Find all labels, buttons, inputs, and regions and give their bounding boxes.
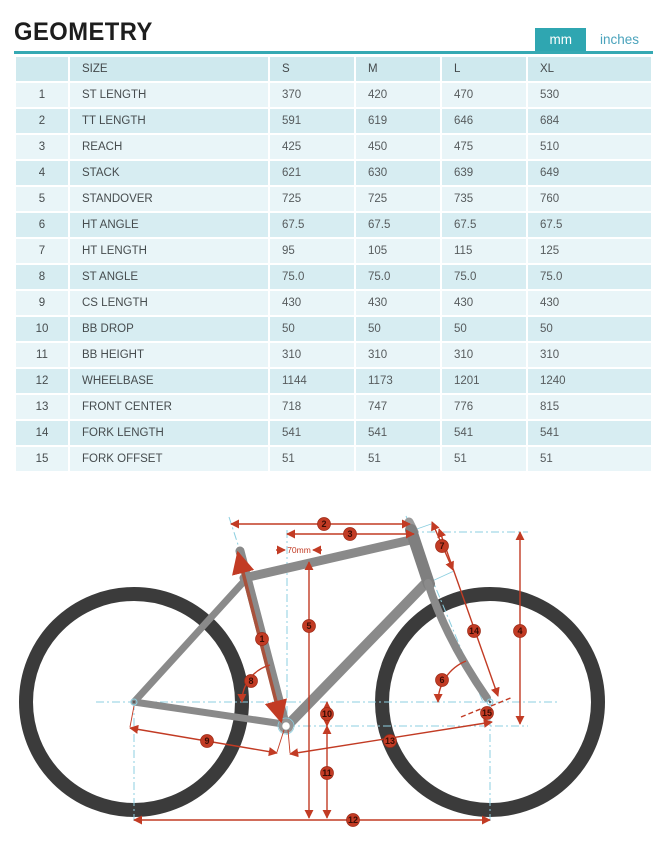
measure-label-cell: TT LENGTH [70, 109, 268, 133]
measure-value-cell: 815 [528, 395, 651, 419]
marker-number: 12 [347, 815, 359, 826]
row-index-cell: 12 [16, 369, 68, 393]
row-index-cell: 10 [16, 317, 68, 341]
measure-label-cell: STACK [70, 161, 268, 185]
measure-value-cell: 776 [442, 395, 526, 419]
measure-value-cell: 50 [442, 317, 526, 341]
spacer-note-label: 70mm [287, 545, 311, 555]
table-row [16, 395, 651, 419]
measure-value-cell: 619 [356, 109, 440, 133]
measure-value-cell: 125 [528, 239, 651, 263]
measure-value-cell: 95 [270, 239, 354, 263]
geometry-table [14, 55, 653, 473]
table-row [16, 369, 651, 393]
measure-value-cell: 510 [528, 135, 651, 159]
table-row [16, 187, 651, 211]
bike-diagram-svg [14, 479, 653, 852]
table-row [16, 447, 651, 471]
measure-value-cell: 725 [356, 187, 440, 211]
measure-value-cell: 430 [442, 291, 526, 315]
measure-label-cell: WHEELBASE [70, 369, 268, 393]
row-index-cell: 2 [16, 109, 68, 133]
dimension-marker-1 [256, 633, 269, 646]
table-row [16, 135, 651, 159]
measure-value-cell: 310 [442, 343, 526, 367]
down-tube [287, 584, 425, 726]
measure-label-cell: FRONT CENTER [70, 395, 268, 419]
col-header-xl: XL [528, 57, 651, 81]
bike-geometry-diagram [14, 479, 653, 857]
measure-value-cell: 75.0 [270, 265, 354, 289]
measure-value-cell: 541 [356, 421, 440, 445]
measure-value-cell: 310 [356, 343, 440, 367]
marker-number: 1 [259, 634, 265, 645]
col-header-s: S [270, 57, 354, 81]
dimension-marker-7 [436, 540, 449, 553]
measure-value-cell: 1144 [270, 369, 354, 393]
table-row [16, 291, 651, 315]
measure-label-cell: BB HEIGHT [70, 343, 268, 367]
table-row [16, 161, 651, 185]
measure-value-cell: 67.5 [270, 213, 354, 237]
measure-value-cell: 541 [442, 421, 526, 445]
marker-number: 4 [517, 626, 523, 637]
dimension-marker-3 [344, 528, 357, 541]
dimension-marker-11 [321, 767, 334, 780]
bottom-bracket [281, 721, 292, 732]
row-index-cell: 13 [16, 395, 68, 419]
measure-value-cell: 50 [528, 317, 651, 341]
marker-number: 5 [306, 621, 312, 632]
table-row [16, 265, 651, 289]
measure-value-cell: 591 [270, 109, 354, 133]
table-row [16, 317, 651, 341]
measure-label-cell: HT ANGLE [70, 213, 268, 237]
table-row [16, 83, 651, 107]
row-index-cell: 1 [16, 83, 68, 107]
measure-label-cell: ST ANGLE [70, 265, 268, 289]
row-index-cell: 4 [16, 161, 68, 185]
row-index-cell: 15 [16, 447, 68, 471]
top-tube [244, 539, 415, 578]
unit-toggle [535, 28, 653, 51]
measure-value-cell: 541 [270, 421, 354, 445]
table-row [16, 213, 651, 237]
dimension-marker-12 [347, 814, 360, 827]
page-title: GEOMETRY [14, 18, 153, 46]
measure-value-cell: 310 [528, 343, 651, 367]
chainstay-tube [134, 702, 283, 724]
measure-value-cell: 430 [528, 291, 651, 315]
tab-inches[interactable]: inches [586, 28, 653, 51]
measure-value-cell: 115 [442, 239, 526, 263]
measure-value-cell: 51 [356, 447, 440, 471]
measure-label-cell: ST LENGTH [70, 83, 268, 107]
measure-value-cell: 75.0 [356, 265, 440, 289]
dim-fork-offset-b [491, 697, 513, 706]
measure-value-cell: 450 [356, 135, 440, 159]
measure-value-cell: 75.0 [442, 265, 526, 289]
measure-label-cell: FORK OFFSET [70, 447, 268, 471]
row-index-cell: 3 [16, 135, 68, 159]
measure-value-cell: 747 [356, 395, 440, 419]
measure-value-cell: 51 [270, 447, 354, 471]
marker-number: 11 [322, 768, 332, 779]
row-index-cell: 14 [16, 421, 68, 445]
measure-value-cell: 51 [528, 447, 651, 471]
head-tube [411, 530, 429, 584]
measure-value-cell: 1240 [528, 369, 651, 393]
measure-value-cell: 420 [356, 83, 440, 107]
measure-value-cell: 630 [356, 161, 440, 185]
measure-value-cell: 67.5 [528, 213, 651, 237]
measure-value-cell: 725 [270, 187, 354, 211]
dimension-marker-15 [481, 707, 494, 720]
measure-value-cell: 475 [442, 135, 526, 159]
table-row [16, 239, 651, 263]
measure-value-cell: 310 [270, 343, 354, 367]
measure-value-cell: 684 [528, 109, 651, 133]
marker-number: 6 [439, 675, 445, 686]
row-index-cell: 6 [16, 213, 68, 237]
row-index-cell: 8 [16, 265, 68, 289]
table-row [16, 109, 651, 133]
measure-value-cell: 530 [528, 83, 651, 107]
marker-number: 14 [468, 626, 480, 637]
dimension-marker-2 [318, 518, 331, 531]
measure-value-cell: 51 [442, 447, 526, 471]
measure-label-cell: CS LENGTH [70, 291, 268, 315]
dimension-marker-6 [436, 674, 449, 687]
marker-number: 15 [481, 708, 493, 719]
measure-label-cell: FORK LENGTH [70, 421, 268, 445]
dim-fork-offset-a [461, 708, 483, 717]
dimension-marker-13 [384, 735, 397, 748]
col-header-m: M [356, 57, 440, 81]
dimension-marker-10 [321, 708, 334, 721]
row-index-cell: 9 [16, 291, 68, 315]
measure-value-cell: 1201 [442, 369, 526, 393]
measure-label-cell: REACH [70, 135, 268, 159]
marker-number: 10 [321, 709, 333, 720]
row-index-cell: 7 [16, 239, 68, 263]
measure-value-cell: 50 [356, 317, 440, 341]
col-header-index [16, 57, 68, 81]
row-index-cell: 11 [16, 343, 68, 367]
table-row [16, 343, 651, 367]
dimension-marker-4 [514, 625, 527, 638]
col-header-size: SIZE [70, 57, 268, 81]
marker-number: 3 [347, 529, 353, 540]
measure-value-cell: 50 [270, 317, 354, 341]
measure-value-cell: 735 [442, 187, 526, 211]
measure-value-cell: 718 [270, 395, 354, 419]
dimension-marker-5 [303, 620, 316, 633]
measure-label-cell: STANDOVER [70, 187, 268, 211]
marker-number: 2 [321, 519, 327, 530]
marker-number: 8 [248, 676, 254, 687]
measure-value-cell: 425 [270, 135, 354, 159]
col-header-l: L [442, 57, 526, 81]
measure-label-cell: HT LENGTH [70, 239, 268, 263]
measure-value-cell: 430 [356, 291, 440, 315]
dimension-marker-8 [245, 675, 258, 688]
table-header-row [16, 57, 651, 81]
measure-value-cell: 67.5 [442, 213, 526, 237]
measure-value-cell: 649 [528, 161, 651, 185]
measure-value-cell: 470 [442, 83, 526, 107]
measure-value-cell: 760 [528, 187, 651, 211]
row-index-cell: 5 [16, 187, 68, 211]
measure-label-cell: BB DROP [70, 317, 268, 341]
dimension-marker-9 [201, 735, 214, 748]
marker-number: 7 [439, 541, 445, 552]
dimension-markers [201, 518, 527, 827]
marker-number: 13 [384, 736, 396, 747]
measure-value-cell: 370 [270, 83, 354, 107]
measure-value-cell: 75.0 [528, 265, 651, 289]
measure-value-cell: 621 [270, 161, 354, 185]
section-header [14, 0, 653, 54]
measure-value-cell: 105 [356, 239, 440, 263]
measure-value-cell: 430 [270, 291, 354, 315]
table-row [16, 421, 651, 445]
measure-value-cell: 1173 [356, 369, 440, 393]
measure-value-cell: 67.5 [356, 213, 440, 237]
tab-mm[interactable]: mm [535, 28, 586, 51]
measure-value-cell: 541 [528, 421, 651, 445]
marker-number: 9 [204, 736, 210, 747]
measure-value-cell: 646 [442, 109, 526, 133]
measure-value-cell: 639 [442, 161, 526, 185]
dimension-marker-14 [468, 625, 481, 638]
